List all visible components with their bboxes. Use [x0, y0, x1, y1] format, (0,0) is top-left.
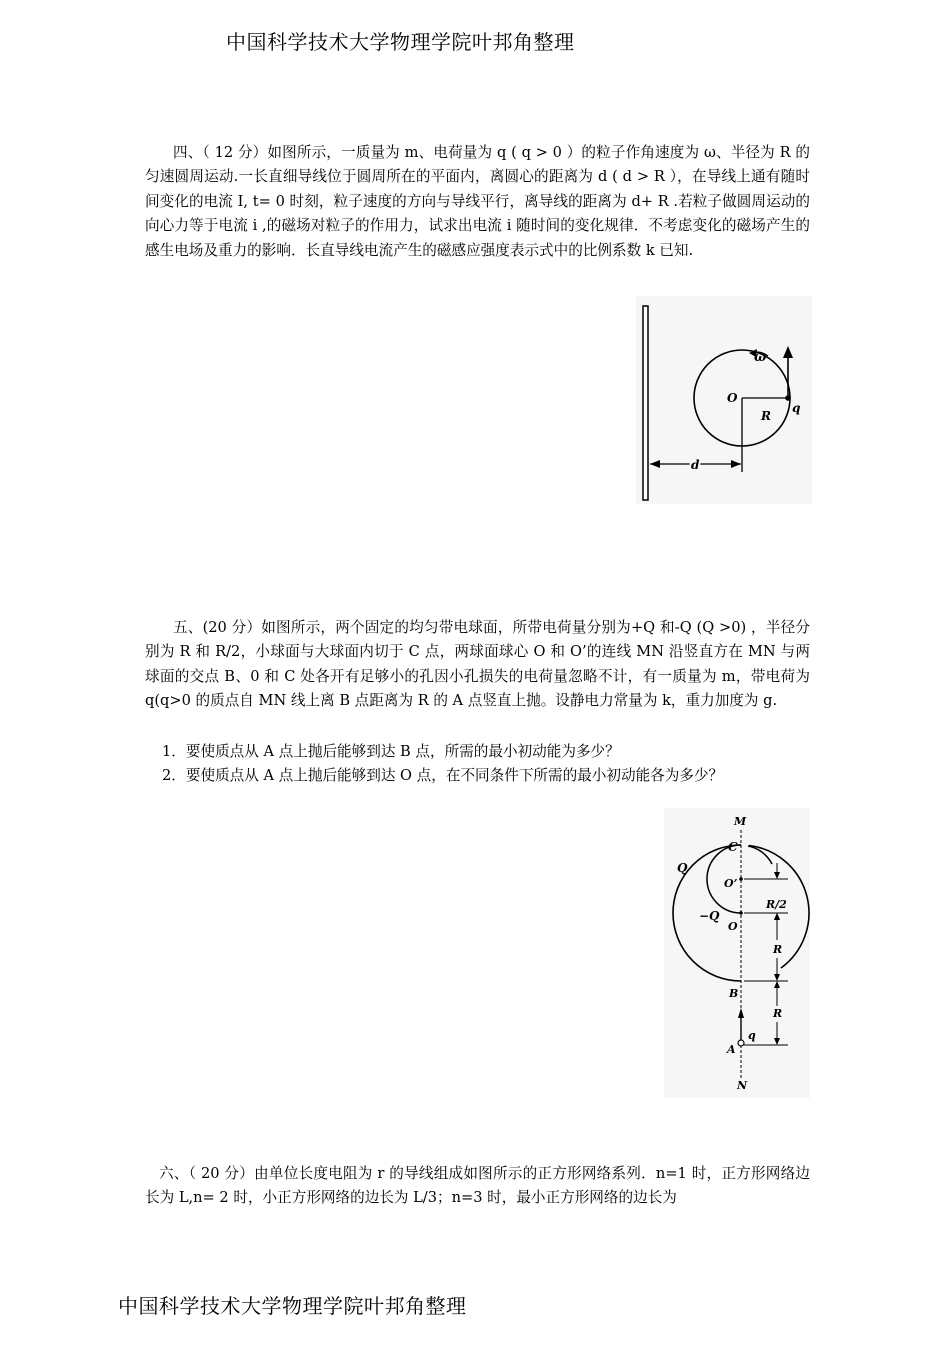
label-C: C	[728, 840, 738, 854]
label-R-2: R	[773, 1007, 783, 1020]
label-R-half: R/2	[766, 898, 787, 911]
label-O-prime: O’	[724, 877, 738, 890]
question-1: 1．要使质点从 A 点上抛后能够到达 B 点，所需的最小初动能为多少？	[162, 743, 620, 760]
label-R-1: R	[773, 943, 783, 956]
label-O: O	[728, 920, 738, 933]
center-label: O	[727, 391, 738, 405]
charge-label: q	[792, 401, 801, 415]
straight-wire	[643, 306, 648, 500]
radius-label: R	[761, 409, 771, 423]
label-B: B	[729, 987, 739, 1000]
figure-2-spherical-shells	[664, 808, 810, 1098]
problem-5-questions	[162, 740, 723, 789]
problem-5-text: 五、(20 分）如图所示，两个固定的均匀带电球面，所带电荷量分别为+Q 和-Q (Q >0) ，半径分别为 R 和 R/2，小球面与大球面内切于 C 点，两球面球心 O 和 O’的连线 MN 沿竖直方在 MN 与两球面的交点 B、0 和 C 处各开有足够小的孔因小孔损失的电荷量忽略不计，有一质量为 m，带电荷为 q(q>0 的质点自 MN 线上离 B 点距离为 R 的 A 点竖直上抛。设静电力常量为 k，重力加度为 g.	[145, 619, 810, 710]
label-M: M	[734, 815, 747, 828]
label-q: q	[748, 1029, 756, 1042]
particle-dot	[785, 395, 791, 401]
omega-label: ω	[754, 350, 767, 365]
label-neg-Q: −Q	[699, 909, 720, 923]
label-Q: Q	[677, 861, 688, 875]
question-2: 2．要使质点从 A 点上抛后能够到达 O 点，在不同条件下所需的最小初动能各为多少？	[162, 767, 724, 785]
particle-q	[738, 1040, 744, 1046]
label-N: N	[737, 1079, 748, 1092]
page-header: 中国科学技术大学物理学院叶邦角整理	[226, 30, 575, 54]
problem-4-text: 四、（ 12 分）如图所示，一质量为 m、电荷量为 q ( q > 0 ）的粒子作角速度为 ω、半径为 R 的匀速圆周运动.一长直细导线位于圆周所在的平面内，离圆心的距离为 d ( d > R ），在导线上通有随时间变化的电流 I, t= 0 时刻，粒子速度的方向与导线平行，离导线的距离为 d+ R .若粒子做圆周运动的向心力等于电流 i ,的磁场对粒子的作用力，试求出电流 i 随时间的变化规律．不考虑变化的磁场产生的感生电场及重力的影响．长直导线电流产生的磁感应强度表示式中的比例系数 k 已知.	[145, 144, 810, 259]
problem-6-text: 六、（ 20 分）由单位长度电阻为 r 的导线组成如图所示的正方形网络系列．n=1 时，正方形网络边长为 L,n= 2 时，小正方形网络的边长为 L/3；n=3 时，最小正方形网络的边长为	[145, 1165, 810, 1207]
label-A: A	[727, 1043, 736, 1056]
figure-1-wire-circle	[636, 296, 812, 504]
page-footer: 中国科学技术大学物理学院叶邦角整理	[118, 1294, 467, 1318]
distance-label: d	[691, 458, 700, 472]
